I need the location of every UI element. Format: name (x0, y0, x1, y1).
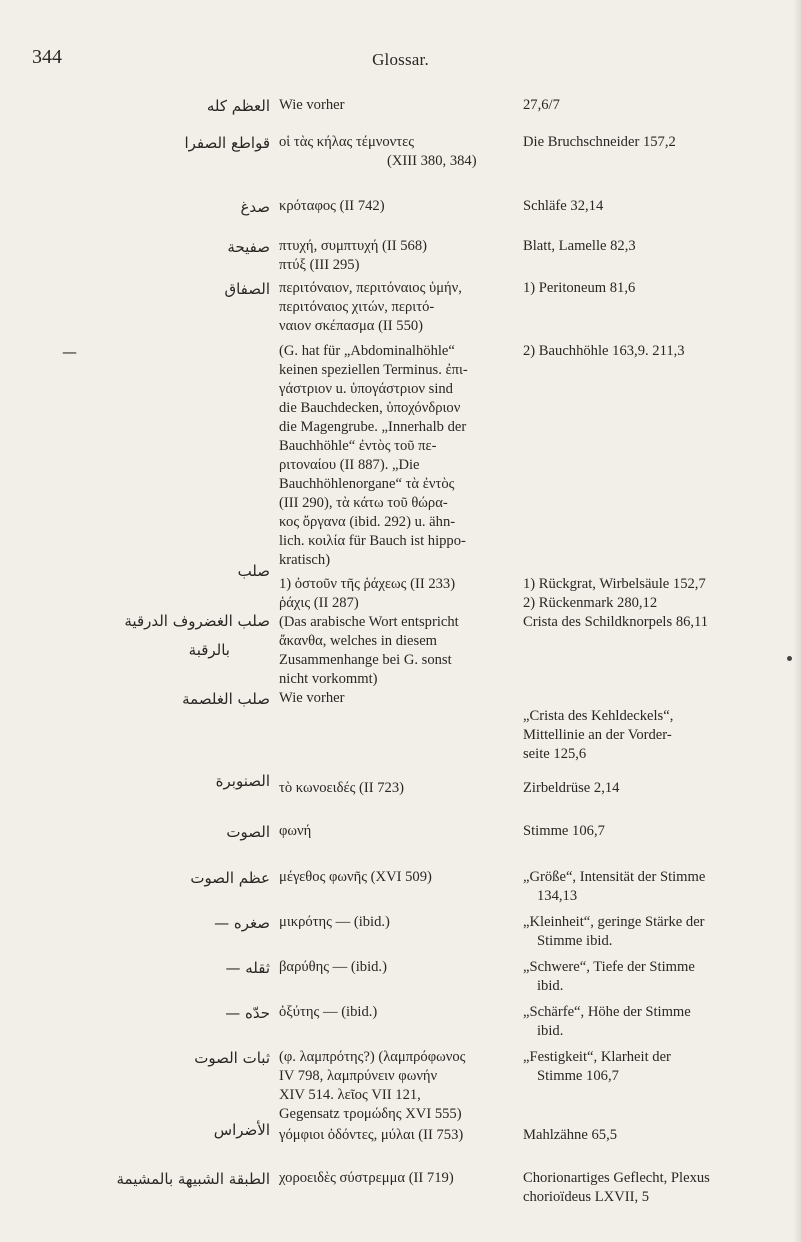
greek-line: γόμφιοι ὀδόντες, μύλαι (II 753) (279, 1127, 464, 1143)
german-translation (523, 822, 761, 841)
arabic-term: الصفاق (224, 280, 270, 298)
german-translation (523, 133, 761, 152)
german-line: 2) Rückenmark 280,12 (523, 595, 658, 611)
greek-term (279, 279, 511, 336)
arabic-term: حدّه — (225, 1004, 270, 1022)
greek-term (279, 689, 511, 708)
greek-line: ναιον σκέπασμα (II 550) (279, 318, 424, 334)
german-translation (523, 1003, 761, 1041)
greek-line: ῥάχις (II 287) (279, 595, 359, 611)
arabic-term: عظم الصوت (190, 869, 270, 887)
greek-term (279, 1126, 511, 1145)
arabic-term: — (62, 343, 77, 361)
german-translation (523, 779, 761, 798)
page-edge-shadow (793, 0, 801, 1242)
german-line: Crista des Schildknorpels 86,11 (523, 614, 709, 630)
arabic-term: قواطع الصفرا (184, 134, 270, 152)
arabic-term: صلب الغلصمة (182, 690, 270, 708)
greek-line: IV 798, λαμπρύνειν φωνήν (279, 1068, 438, 1084)
german-line: 134,13 (537, 888, 578, 904)
german-translation (523, 868, 761, 906)
german-line: „Festigkeit“, Klarheit der (523, 1049, 671, 1065)
german-line: „Kleinheit“, geringe Stärke der (523, 914, 705, 930)
greek-line: τὸ κωνοειδές (II 723) (279, 780, 405, 796)
greek-line: XIV 514. λεῖος VII 121, (279, 1087, 421, 1103)
german-translation (523, 1169, 761, 1207)
german-line: chorioïdeus LXVII, 5 (523, 1189, 650, 1205)
greek-line: Zusammenhange bei G. sonst (279, 652, 452, 668)
greek-term (279, 197, 511, 216)
greek-term (279, 913, 511, 932)
german-translation (523, 197, 761, 216)
greek-line: περιτόναιος χιτών, περιτό- (279, 299, 435, 315)
german-translation (523, 707, 761, 764)
arabic-term: ثبات الصوت (194, 1049, 270, 1067)
greek-line: nicht vorkommt) (279, 671, 378, 687)
greek-line: die Bauchdecken, ὑποχόνδριον (279, 400, 461, 416)
german-line: Mittellinie an der Vorder- (523, 727, 672, 743)
greek-term (279, 133, 511, 171)
german-line: Stimme 106,7 (537, 1068, 619, 1084)
greek-line: Wie vorher (279, 97, 345, 113)
greek-term (279, 613, 511, 689)
german-line: ibid. (537, 978, 564, 994)
greek-line: πτύξ (III 295) (279, 257, 360, 273)
greek-term (279, 237, 511, 275)
german-line: Blatt, Lamelle 82,3 (523, 238, 636, 254)
greek-line: (φ. λαμπρότης?) (λαμπρόφωνος (279, 1049, 466, 1065)
arabic-term: الصوت (226, 823, 270, 841)
greek-line: (G. hat für „Abdominalhöhle“ (279, 343, 455, 359)
greek-term (279, 1048, 511, 1124)
greek-line: lich. κοιλία für Bauch ist hippo- (279, 533, 466, 549)
greek-term (279, 1003, 511, 1022)
german-line: Chorionartiges Geflecht, Plexus (523, 1170, 710, 1186)
german-line: Stimme ibid. (537, 933, 613, 949)
greek-line: κος ὄργανα (ibid. 292) u. ähn- (279, 514, 456, 530)
arabic-term: ثقله — (225, 959, 270, 977)
german-line: 1) Peritoneum 81,6 (523, 280, 636, 296)
arabic-term: صغره — (214, 914, 270, 932)
greek-line: die Magengrube. „Innerhalb der (279, 419, 467, 435)
german-line: Mahlzähne 65,5 (523, 1127, 618, 1143)
arabic-term: العظم كله (206, 97, 270, 115)
german-line: Stimme 106,7 (523, 823, 605, 839)
arabic-term: صلب (237, 562, 270, 580)
german-line: Schläfe 32,14 (523, 198, 604, 214)
greek-line: (XIII 380, 384) (387, 153, 477, 169)
greek-line: μικρότης — (ibid.) (279, 914, 390, 930)
german-line: ibid. (537, 1023, 564, 1039)
greek-line: ἄκανθα, welches in diesem (279, 633, 438, 649)
german-line: seite 125,6 (523, 746, 587, 762)
greek-line: keinen speziellen Terminus. ἐπι- (279, 362, 468, 378)
german-line: Zirbeldrüse 2,14 (523, 780, 620, 796)
german-translation (523, 237, 761, 256)
german-translation (523, 279, 761, 298)
german-line: 2) Bauchhöhle 163,9. 211,3 (523, 343, 685, 359)
greek-line: ὀξύτης — (ibid.) (279, 1004, 378, 1020)
greek-line: βαρύθης — (ibid.) (279, 959, 387, 975)
german-translation (523, 1048, 761, 1086)
arabic-term: الطبقة الشبيهة بالمشيمة (116, 1170, 270, 1188)
german-translation (523, 958, 761, 996)
greek-line: (III 290), τὰ κάτω τοῦ θώρα- (279, 495, 448, 511)
arabic-term: صدغ (240, 198, 270, 216)
greek-term (279, 96, 511, 115)
german-translation (523, 913, 761, 951)
german-translation (523, 575, 761, 613)
german-translation (523, 96, 761, 115)
german-translation (523, 1126, 761, 1145)
greek-line: Wie vorher (279, 690, 345, 706)
greek-term (279, 1169, 511, 1188)
greek-term (279, 342, 511, 570)
german-line: 1) Rückgrat, Wirbelsäule 152,7 (523, 576, 706, 592)
german-translation (523, 342, 761, 361)
german-line: „Größe“, Intensität der Stimme (523, 869, 706, 885)
german-line: „Crista des Kehldeckels“, (523, 708, 674, 724)
greek-line: κρόταφος (II 742) (279, 198, 385, 214)
greek-line: ριτοναίου (II 887). „Die (279, 457, 420, 473)
arabic-term: بالرقبة (188, 641, 230, 659)
german-line: „Schärfe“, Höhe der Stimme (523, 1004, 691, 1020)
arabic-term: صفيحة (227, 238, 270, 256)
german-line: 27,6/7 (523, 97, 560, 113)
page-number: 344 (32, 46, 62, 68)
arabic-term: صلب الغضروف الدرقية (124, 612, 270, 630)
greek-line: χοροειδὲς σύστρεμμα (II 719) (279, 1170, 454, 1186)
greek-term (279, 822, 511, 841)
greek-term (279, 575, 511, 613)
greek-line: περιτόναιον, περιτόναιος ὑμήν, (279, 280, 462, 296)
arabic-term: الأضراس (213, 1121, 270, 1139)
greek-line: γάστριον u. ὑπογάστριον sind (279, 381, 453, 397)
greek-line: πτυχή, συμπτυχή (II 568) (279, 238, 427, 254)
greek-term (279, 868, 511, 887)
greek-line: Bauchhöhle“ ἐντὸς τοῦ πε- (279, 438, 437, 454)
greek-line: kratisch) (279, 552, 331, 568)
german-line: Die Bruchschneider 157,2 (523, 134, 676, 150)
greek-term (279, 958, 511, 977)
running-head: Glossar. (372, 50, 429, 69)
greek-line: οἱ τὰς κήλας τέμνοντες (279, 134, 415, 150)
greek-line: Gegensatz τρομώδης XVI 555) (279, 1106, 462, 1122)
german-line: „Schwere“, Tiefe der Stimme (523, 959, 695, 975)
greek-line: μέγεθος φωνῆς (XVI 509) (279, 869, 432, 885)
greek-line: (Das arabische Wort entspricht (279, 614, 459, 630)
greek-term (279, 779, 511, 798)
greek-line: φωνή (279, 823, 312, 839)
german-translation (523, 613, 761, 632)
greek-line: 1) ὀστοῦν τῆς ῥάχεως (II 233) (279, 576, 456, 592)
page-dot (787, 656, 792, 661)
greek-line: Bauchhöhlenorgane“ τὰ ἐντὸς (279, 476, 455, 492)
arabic-term: الصنوبرة (215, 772, 270, 790)
